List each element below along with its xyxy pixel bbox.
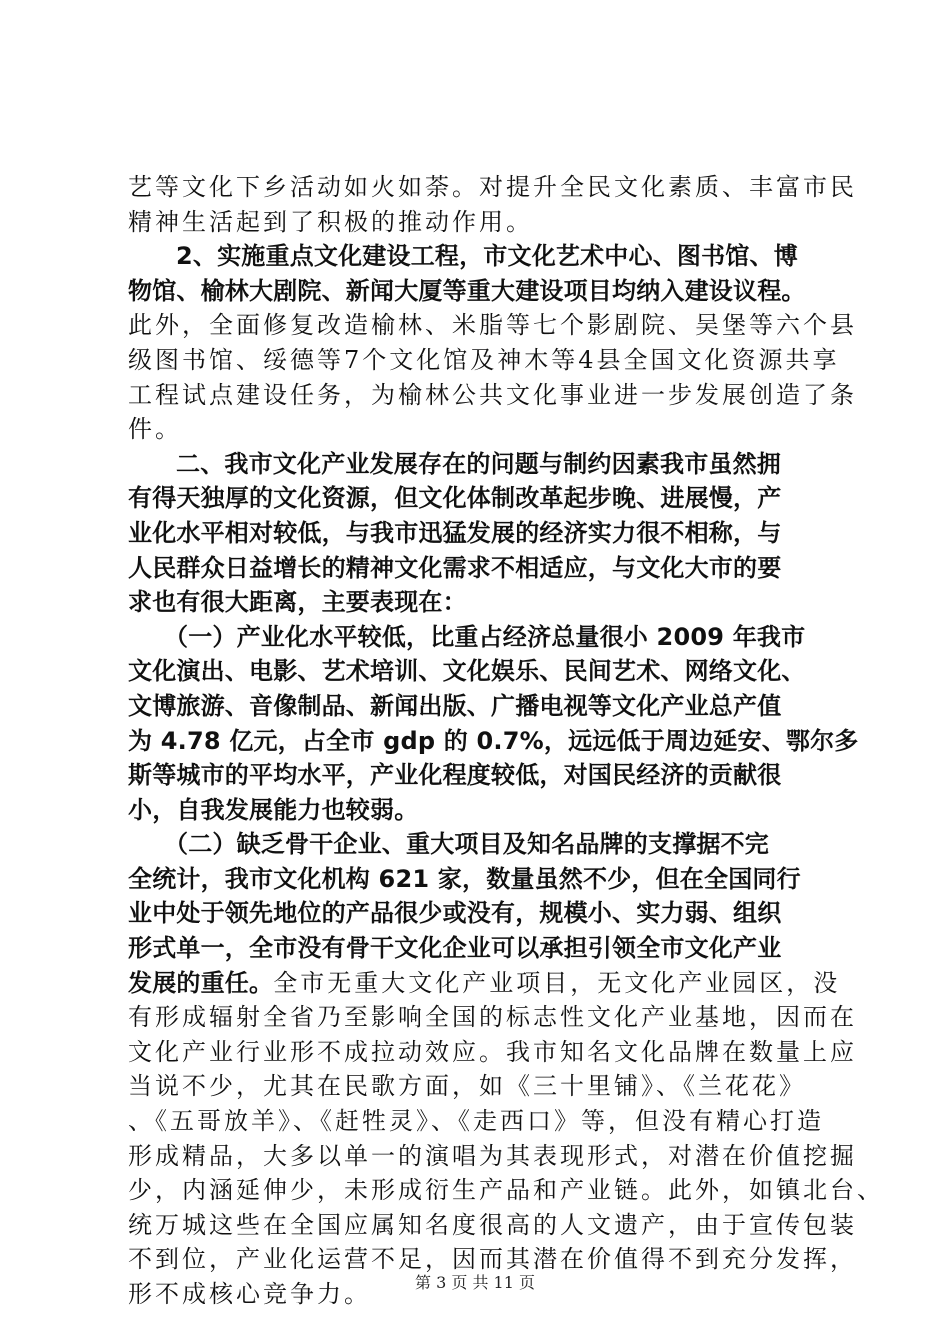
text-line: 文化演出、电影、艺术培训、文化娱乐、民间艺术、网络文化、 [128, 657, 806, 686]
text-line-regular-part: 全市无重大文化产业项目，无文化产业园区，没 [273, 968, 841, 997]
text-line: 形式单一，全市没有骨干文化企业可以承担引领全市文化产业 [128, 934, 782, 963]
text-line-bold-part: 发展的重任。 [128, 968, 274, 997]
text-line: 工程试点建设任务，为榆林公共文化事业进一步发展创造了条 [128, 380, 857, 409]
text-line: 有得天独厚的文化资源，但文化体制改革起步晚、进展慢，产 [128, 484, 782, 513]
text-line: 艺等文化下乡活动如火如荼。对提升全民文化素质、丰富市民 [128, 173, 857, 201]
text-line: 、《五哥放羊》、《赶牲灵》、《走西口》等，但没有精心打造 [128, 1107, 824, 1136]
text-block [128, 170, 884, 1312]
text-line: 不到位，产业化运营不足，因而其潜在价值得不到充分发挥， [128, 1245, 857, 1274]
text-line: 文化产业行业形不成拉动效应。我市知名文化品牌在数量上应 [128, 1037, 857, 1066]
page-footer: 第 3 页 共 11 页 [415, 1273, 535, 1292]
text-line: 求也有很大距离，主要表现在： [128, 588, 467, 617]
text-line: 少，内涵延伸少，未形成衍生产品和产业链。此外，如镇北台、 [128, 1176, 884, 1205]
text-line [128, 966, 841, 1001]
text-line: 二、我市文化产业发展存在的问题与制约因素我市虽然拥 [176, 449, 781, 478]
text-line: 精神生活起到了积极的推动作用。 [128, 207, 533, 236]
text-line: 件。 [128, 415, 182, 444]
text-line: 文博旅游、音像制品、新闻出版、广播电视等文化产业总产值 [128, 691, 782, 720]
text-line: 形不成核心竞争力。 [128, 1280, 371, 1308]
document-body [128, 170, 884, 1312]
text-line: 形成精品，大多以单一的演唱为其表现形式，对潜在价值挖掘 [128, 1141, 857, 1170]
text-line: 统万城这些在全国应属知名度很高的人文遗产，由于宣传包装 [128, 1210, 857, 1239]
text-line: 为 4.78 亿元，占全市 gdp 的 0.7%，远远低于周边延安、鄂尔多 [128, 726, 859, 755]
text-line: 物馆、榆林大剧院、新闻大厦等重大建设项目均纳入建设议程。 [128, 276, 806, 305]
text-line: 有形成辐射全省乃至影响全国的标志性文化产业基地，因而在 [128, 1003, 857, 1032]
text-line: 此外，全面修复改造榆林、米脂等七个影剧院、吴堡等六个县 [128, 311, 857, 340]
text-line: 斯等城市的平均水平，产业化程度较低，对国民经济的贡献很 [128, 761, 782, 790]
text-line: 级图书馆、绥德等7个文化馆及神木等4县全国文化资源共享 [128, 345, 840, 374]
text-line: 业中处于领先地位的产品很少或没有，规模小、实力弱、组织 [128, 899, 782, 928]
text-line: （一）产业化水平较低，比重占经济总量很小 2009 年我市 [164, 622, 806, 651]
text-line: 业化水平相对较低，与我市迅猛发展的经济实力很不相称，与 [128, 518, 782, 547]
text-line: 2、实施重点文化建设工程，市文化艺术中心、图书馆、博 [176, 242, 798, 271]
text-line: 小，自我发展能力也较弱。 [128, 795, 419, 824]
text-line: （二）缺乏骨干企业、重大项目及知名品牌的支撑据不完 [164, 830, 769, 859]
text-line: 人民群众日益增长的精神文化需求不相适应，与文化大市的要 [128, 553, 782, 582]
text-line: 当说不少，尤其在民歌方面，如《三十里铺》、《兰花花》 [128, 1072, 806, 1101]
text-line: 全统计，我市文化机构 621 家，数量虽然不少，但在全国同行 [128, 864, 801, 893]
